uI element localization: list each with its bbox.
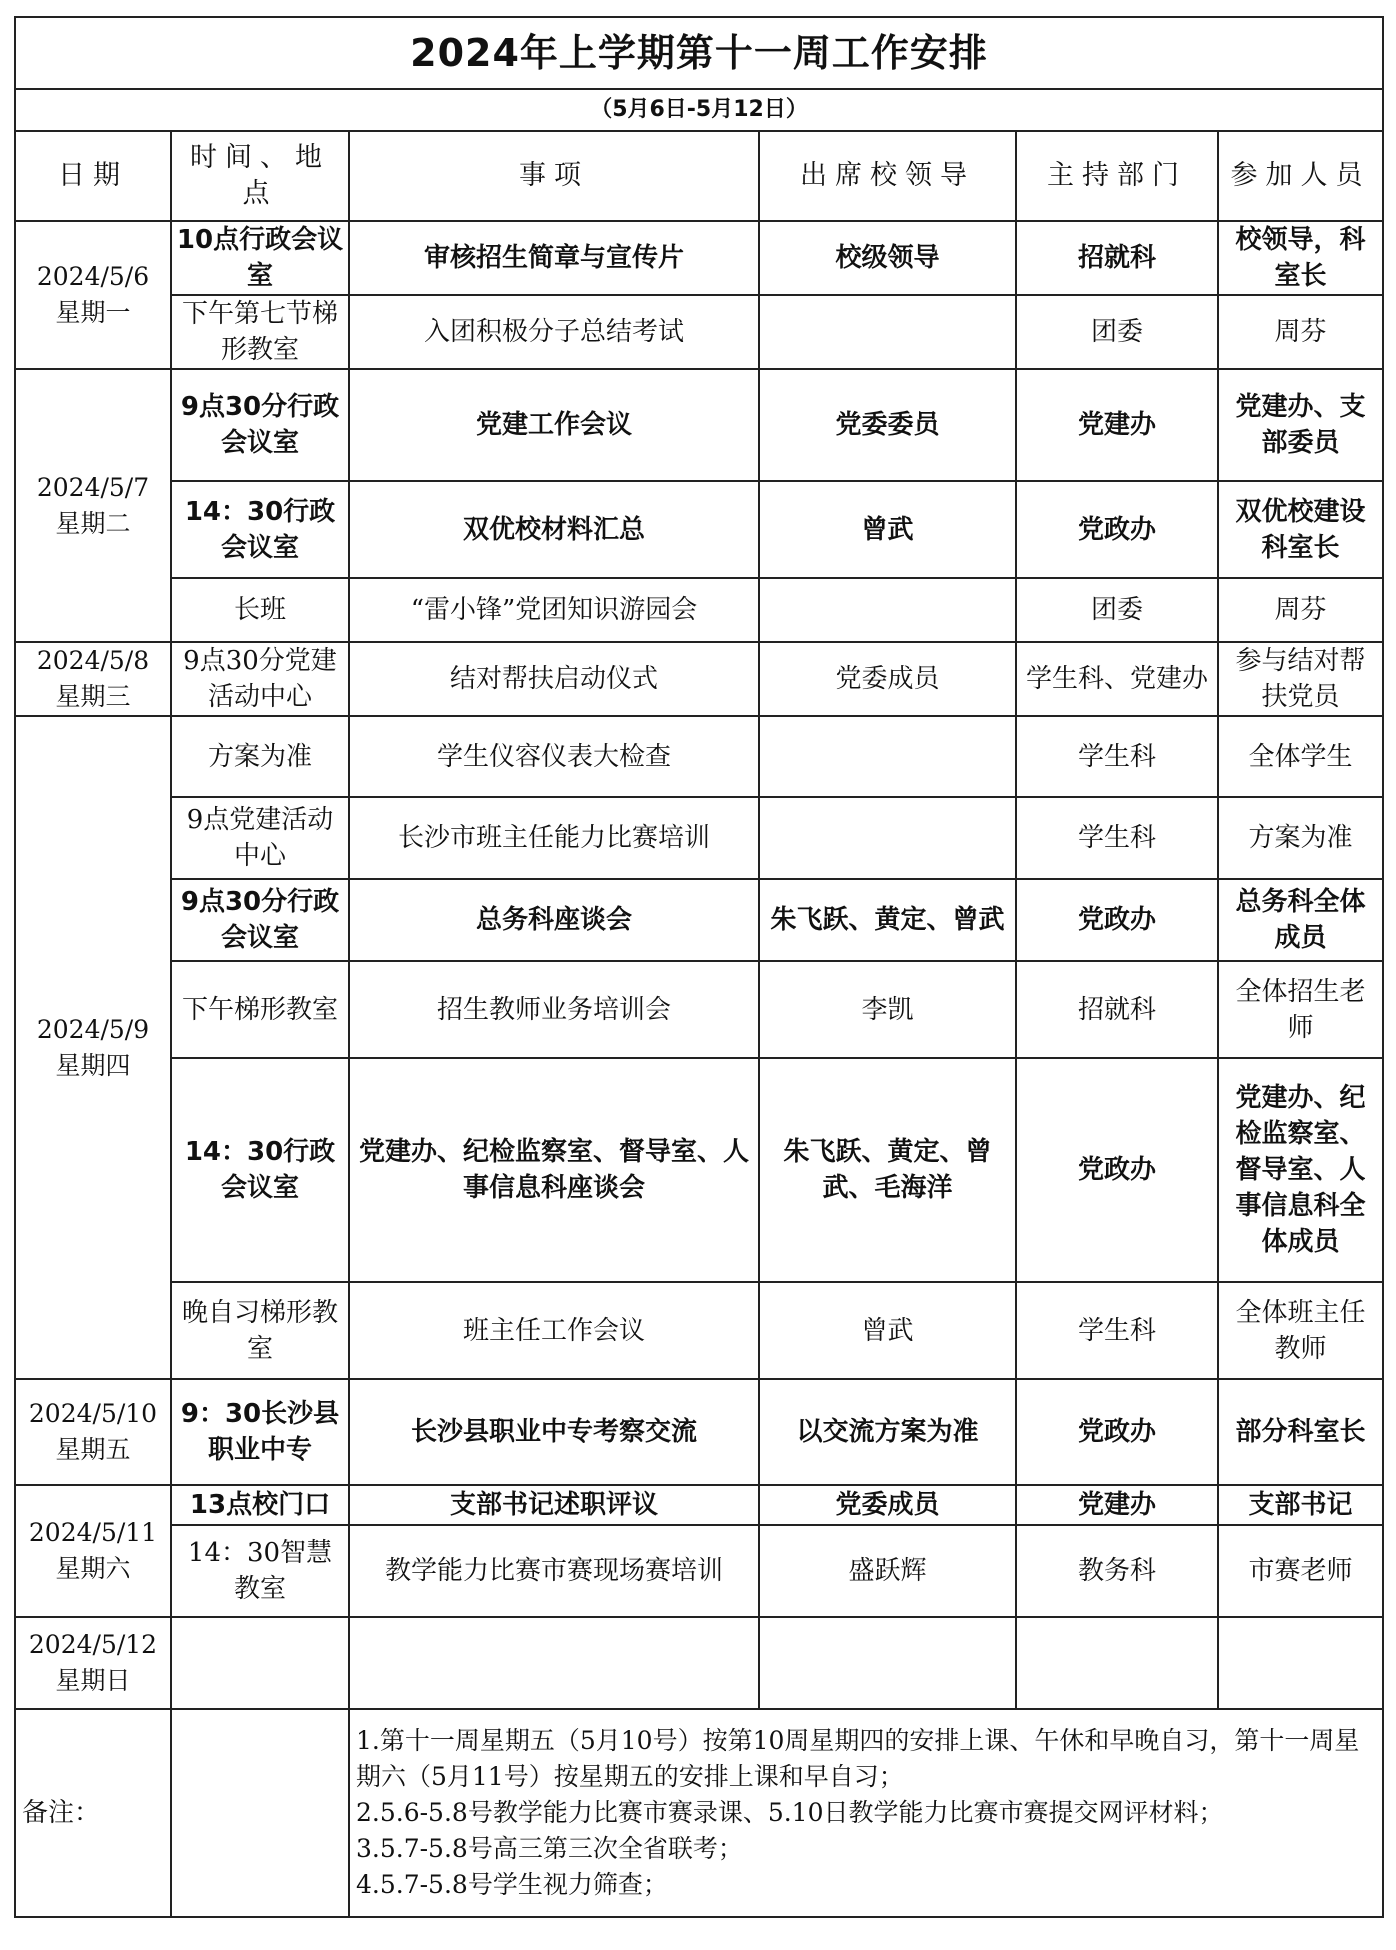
item-cell: [349, 1617, 759, 1709]
item-cell: 总务科座谈会: [349, 879, 759, 961]
leader-cell: 以交流方案为准: [759, 1379, 1016, 1485]
date: 2024/5/9: [36, 1014, 150, 1044]
dept-cell: [1016, 1617, 1218, 1709]
weekday: 星期六: [55, 1554, 131, 1583]
item-cell: 结对帮扶启动仪式: [349, 642, 759, 716]
weekday: 星期一: [55, 298, 131, 327]
note-item: 2.5.6-5.8号教学能力比赛市赛录课、5.10日教学能力比赛市赛提交网评材料；: [356, 1798, 1224, 1827]
dept-cell: 党政办: [1016, 1379, 1218, 1485]
leader-cell: 曾武: [759, 481, 1016, 578]
attendees-cell: 总务科全体成员: [1218, 879, 1383, 961]
weekday: 星期日: [55, 1666, 131, 1695]
header-time-place: 时间、地点: [171, 131, 349, 221]
notes-spacer: [171, 1709, 349, 1917]
leader-cell: 党委委员: [759, 369, 1016, 481]
leader-cell: [759, 295, 1016, 369]
leader-cell: [759, 578, 1016, 642]
date-range: （5月6日-5月12日）: [15, 89, 1383, 131]
dept-cell: 团委: [1016, 295, 1218, 369]
table-row: [15, 961, 1383, 1058]
leader-cell: 盛跃辉: [759, 1525, 1016, 1617]
time-cell: 9点30分党建活动中心: [171, 642, 349, 716]
attendees-cell: 方案为准: [1218, 797, 1383, 879]
weekday: 星期三: [55, 682, 131, 711]
table-row: [15, 1379, 1383, 1485]
notes-list: [349, 1709, 1383, 1917]
leader-cell: 朱飞跃、黄定、曾武、毛海洋: [759, 1058, 1016, 1282]
date: 2024/5/10: [28, 1399, 158, 1428]
date-cell: [15, 716, 171, 1379]
item-cell: 支部书记述职评议: [349, 1485, 759, 1525]
dept-cell: 党政办: [1016, 1058, 1218, 1282]
time-cell: 14：30行政会议室: [171, 481, 349, 578]
attendees-cell: 党建办、支部委员: [1218, 369, 1383, 481]
header-leader: 出席校领导: [759, 131, 1016, 221]
table-row: [15, 642, 1383, 716]
table-row: [15, 1617, 1383, 1709]
time-cell: 10点行政会议室: [171, 221, 349, 295]
item-cell: 教学能力比赛市赛现场赛培训: [349, 1525, 759, 1617]
header-attendees: 参加人员: [1218, 131, 1383, 221]
leader-cell: [759, 797, 1016, 879]
dept-cell: 教务科: [1016, 1525, 1218, 1617]
leader-cell: 曾武: [759, 1282, 1016, 1379]
weekday: 星期四: [55, 1050, 131, 1080]
leader-cell: 李凯: [759, 961, 1016, 1058]
note-item: 3.5.7-5.8号高三第三次全省联考；: [356, 1834, 743, 1863]
leader-cell: 校级领导: [759, 221, 1016, 295]
item-cell: 学生仪容仪表大检查: [349, 716, 759, 797]
table-row: [15, 1282, 1383, 1379]
date: 2024/5/7: [36, 472, 150, 502]
date-cell: [15, 221, 171, 369]
item-cell: 党建工作会议: [349, 369, 759, 481]
time-cell: 9点30分行政会议室: [171, 369, 349, 481]
weekday: 星期五: [55, 1435, 131, 1464]
time-cell: 下午第七节梯形教室: [171, 295, 349, 369]
item-cell: “雷小锋”党团知识游园会: [349, 578, 759, 642]
header-row: [15, 131, 1383, 221]
dept-cell: 党政办: [1016, 481, 1218, 578]
item-cell: 审核招生简章与宣传片: [349, 221, 759, 295]
date: 2024/5/8: [36, 646, 150, 675]
table-row: [15, 481, 1383, 578]
item-cell: 班主任工作会议: [349, 1282, 759, 1379]
attendees-cell: 全体班主任教师: [1218, 1282, 1383, 1379]
dept-cell: 学生科: [1016, 716, 1218, 797]
time-cell: 14：30智慧教室: [171, 1525, 349, 1617]
leader-cell: [759, 1617, 1016, 1709]
item-cell: 党建办、纪检监察室、督导室、人事信息科座谈会: [349, 1058, 759, 1282]
attendees-cell: 参与结对帮扶党员: [1218, 642, 1383, 716]
note-item: 4.5.7-5.8号学生视力筛查；: [356, 1870, 668, 1899]
schedule-table: [14, 16, 1384, 1918]
date: 2024/5/11: [28, 1518, 158, 1547]
table-row: [15, 1058, 1383, 1282]
item-cell: 双优校材料汇总: [349, 481, 759, 578]
time-cell: 方案为准: [171, 716, 349, 797]
weekday: 星期二: [55, 508, 131, 538]
dept-cell: 党建办: [1016, 369, 1218, 481]
item-cell: 招生教师业务培训会: [349, 961, 759, 1058]
leader-cell: 朱飞跃、黄定、曾武: [759, 879, 1016, 961]
time-cell: 9：30长沙县职业中专: [171, 1379, 349, 1485]
table-row: [15, 1525, 1383, 1617]
attendees-cell: [1218, 1617, 1383, 1709]
attendees-cell: 周芬: [1218, 295, 1383, 369]
table-row: [15, 716, 1383, 797]
table-row: [15, 578, 1383, 642]
time-cell: 长班: [171, 578, 349, 642]
leader-cell: 党委成员: [759, 642, 1016, 716]
attendees-cell: 全体招生老师: [1218, 961, 1383, 1058]
dept-cell: 招就科: [1016, 221, 1218, 295]
date-cell: [15, 1379, 171, 1485]
notes-label: 备注：: [15, 1709, 171, 1917]
page-title: 2024年上学期第十一周工作安排: [15, 17, 1383, 89]
attendees-cell: 部分科室长: [1218, 1379, 1383, 1485]
dept-cell: 学生科: [1016, 1282, 1218, 1379]
table-row: [15, 879, 1383, 961]
table-row: [15, 221, 1383, 295]
time-cell: 13点校门口: [171, 1485, 349, 1525]
date-cell: [15, 1617, 171, 1709]
date-cell: [15, 369, 171, 642]
date: 2024/5/12: [28, 1630, 158, 1659]
dept-cell: 团委: [1016, 578, 1218, 642]
attendees-cell: 市赛老师: [1218, 1525, 1383, 1617]
item-cell: 长沙市班主任能力比赛培训: [349, 797, 759, 879]
table-row: [15, 295, 1383, 369]
item-cell: 入团积极分子总结考试: [349, 295, 759, 369]
item-cell: 长沙县职业中专考察交流: [349, 1379, 759, 1485]
notes-row: [15, 1709, 1383, 1917]
dept-cell: 学生科: [1016, 797, 1218, 879]
header-dept: 主持部门: [1016, 131, 1218, 221]
header-date: 日期: [15, 131, 171, 221]
time-cell: 下午梯形教室: [171, 961, 349, 1058]
header-item: 事项: [349, 131, 759, 221]
dept-cell: 学生科、党建办: [1016, 642, 1218, 716]
dept-cell: 招就科: [1016, 961, 1218, 1058]
attendees-cell: 双优校建设科室长: [1218, 481, 1383, 578]
note-item: 1.第十一周星期五（5月10号）按第10周星期四的安排上课、午休和早晚自习，第十一周星期六（5月11号）按星期五的安排上课和早自习；: [356, 1726, 1360, 1791]
time-cell: 9点30分行政会议室: [171, 879, 349, 961]
attendees-cell: 支部书记: [1218, 1485, 1383, 1525]
time-cell: [171, 1617, 349, 1709]
table-row: [15, 797, 1383, 879]
date: 2024/5/6: [36, 262, 150, 291]
date-cell: [15, 642, 171, 716]
date-cell: [15, 1485, 171, 1617]
dept-cell: 党建办: [1016, 1485, 1218, 1525]
leader-cell: 党委成员: [759, 1485, 1016, 1525]
attendees-cell: 周芬: [1218, 578, 1383, 642]
title-row: [15, 17, 1383, 89]
leader-cell: [759, 716, 1016, 797]
time-cell: 9点党建活动中心: [171, 797, 349, 879]
dept-cell: 党政办: [1016, 879, 1218, 961]
table-row: [15, 1485, 1383, 1525]
table-row: [15, 369, 1383, 481]
attendees-cell: 全体学生: [1218, 716, 1383, 797]
attendees-cell: 党建办、纪检监察室、督导室、人事信息科全体成员: [1218, 1058, 1383, 1282]
time-cell: 晚自习梯形教室: [171, 1282, 349, 1379]
time-cell: 14：30行政会议室: [171, 1058, 349, 1282]
schedule-sheet: [14, 16, 1382, 1918]
attendees-cell: 校领导，科室长: [1218, 221, 1383, 295]
subtitle-row: [15, 89, 1383, 131]
